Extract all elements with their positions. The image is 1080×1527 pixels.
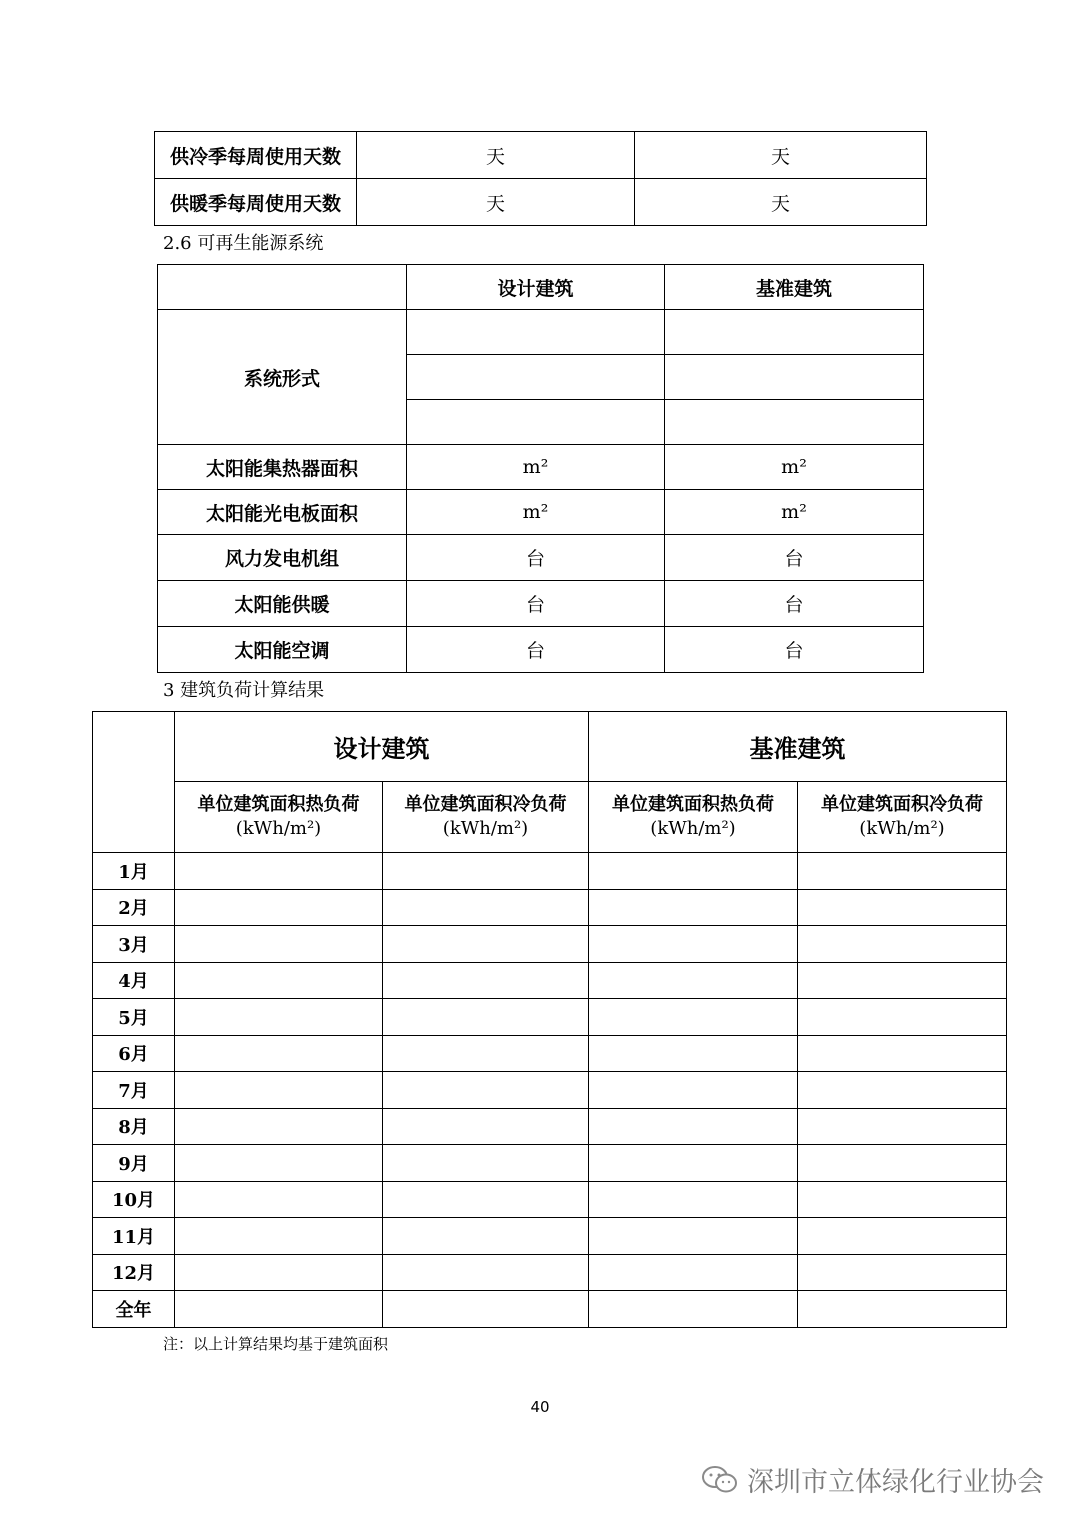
design-cell: 台 [407, 535, 665, 581]
system-form-label: 系统形式 [158, 310, 407, 445]
table-row [93, 1072, 1007, 1109]
month-label: 5月 [93, 999, 175, 1036]
subheader-design-cool: 单位建筑面积冷负荷 (kWh/m²) [383, 782, 589, 853]
value-cell [589, 1145, 798, 1182]
subheader-baseline-cool: 单位建筑面积冷负荷 (kWh/m²) [798, 782, 1007, 853]
table-subheader-row [93, 782, 1007, 853]
value-cell [589, 1072, 798, 1109]
value-cell [383, 1108, 589, 1145]
value-cell [589, 1291, 798, 1328]
baseline-cell: 台 [665, 535, 924, 581]
value-cell [798, 1254, 1007, 1291]
value-cell [798, 1035, 1007, 1072]
watermark [701, 1460, 1044, 1499]
month-label: 9月 [93, 1145, 175, 1182]
month-label: 3月 [93, 926, 175, 963]
month-label: 4月 [93, 962, 175, 999]
value-cell [589, 1108, 798, 1145]
section-heading-3: 3 建筑负荷计算结果 [163, 680, 325, 701]
value-cell [175, 1181, 383, 1218]
baseline-cell [665, 400, 924, 445]
baseline-cell: m² [665, 490, 924, 535]
footnote: 注：以上计算结果均基于建筑面积 [163, 1335, 389, 1353]
table-row [155, 179, 927, 226]
value-cell [798, 926, 1007, 963]
month-label: 全年 [93, 1291, 175, 1328]
month-label: 1月 [93, 853, 175, 890]
value-cell [383, 999, 589, 1036]
value-cell [175, 926, 383, 963]
value-cell [589, 853, 798, 890]
value-cell [798, 1181, 1007, 1218]
value-cell [798, 1291, 1007, 1328]
value-cell [798, 853, 1007, 890]
value-cell [589, 1218, 798, 1255]
value-cell [383, 1181, 589, 1218]
design-cell [407, 355, 665, 400]
table-header-row [93, 712, 1007, 782]
month-label: 8月 [93, 1108, 175, 1145]
baseline-cell: 台 [665, 627, 924, 673]
value-cell [383, 962, 589, 999]
design-cell: m² [407, 445, 665, 490]
table-row [155, 132, 927, 179]
value-cell [383, 1072, 589, 1109]
value-cell [589, 889, 798, 926]
value-cell [798, 999, 1007, 1036]
table-row [158, 627, 924, 673]
month-label: 11月 [93, 1218, 175, 1255]
row-label: 太阳能空调 [158, 627, 407, 673]
value-cell [589, 1254, 798, 1291]
table-row [158, 445, 924, 490]
design-cell [407, 400, 665, 445]
header-baseline: 基准建筑 [665, 265, 924, 310]
table-row [158, 535, 924, 581]
baseline-cell: m² [665, 445, 924, 490]
value-cell [798, 962, 1007, 999]
month-label: 2月 [93, 889, 175, 926]
table-row [93, 1181, 1007, 1218]
header-design: 设计建筑 [407, 265, 665, 310]
value-cell [589, 962, 798, 999]
value-cell [383, 1291, 589, 1328]
month-label: 12月 [93, 1254, 175, 1291]
baseline-cell: 天 [635, 132, 927, 179]
table-row [93, 1218, 1007, 1255]
month-label: 6月 [93, 1035, 175, 1072]
value-cell [798, 889, 1007, 926]
design-cell: m² [407, 490, 665, 535]
value-cell [798, 1145, 1007, 1182]
row-label: 太阳能供暖 [158, 581, 407, 627]
section-heading-2-6: 2.6 可再生能源系统 [163, 233, 324, 254]
table-row [93, 962, 1007, 999]
table-row [93, 1108, 1007, 1145]
row-label: 风力发电机组 [158, 535, 407, 581]
subheader-design-heat: 单位建筑面积热负荷 (kWh/m²) [175, 782, 383, 853]
value-cell [589, 926, 798, 963]
value-cell [383, 926, 589, 963]
row-label: 供暖季每周使用天数 [155, 179, 357, 226]
table-row [158, 490, 924, 535]
value-cell [175, 1035, 383, 1072]
table-row [158, 310, 924, 355]
table-row [93, 999, 1007, 1036]
baseline-cell: 台 [665, 581, 924, 627]
design-cell: 台 [407, 627, 665, 673]
value-cell [383, 1145, 589, 1182]
table-row [93, 853, 1007, 890]
renewable-energy-table [157, 264, 924, 673]
subheader-baseline-heat: 单位建筑面积热负荷 (kWh/m²) [589, 782, 798, 853]
table-row [158, 581, 924, 627]
load-results-table [92, 711, 1007, 1328]
value-cell [175, 1254, 383, 1291]
row-label: 太阳能集热器面积 [158, 445, 407, 490]
empty-header-cell [93, 712, 175, 853]
value-cell [175, 853, 383, 890]
usage-days-table [154, 131, 927, 226]
value-cell [383, 853, 589, 890]
table-row [93, 926, 1007, 963]
row-label: 太阳能光电板面积 [158, 490, 407, 535]
header-design: 设计建筑 [175, 712, 589, 782]
header-baseline: 基准建筑 [589, 712, 1007, 782]
value-cell [798, 1218, 1007, 1255]
design-cell [407, 310, 665, 355]
value-cell [175, 1072, 383, 1109]
baseline-cell [665, 310, 924, 355]
empty-header-cell [158, 265, 407, 310]
value-cell [175, 1108, 383, 1145]
value-cell [589, 1181, 798, 1218]
table-row [93, 889, 1007, 926]
value-cell [175, 889, 383, 926]
wechat-icon [701, 1465, 739, 1495]
value-cell [175, 1218, 383, 1255]
value-cell [589, 1035, 798, 1072]
month-label: 7月 [93, 1072, 175, 1109]
page-number: 40 [530, 1398, 550, 1416]
value-cell [175, 1291, 383, 1328]
month-label: 10月 [93, 1181, 175, 1218]
value-cell [383, 1254, 589, 1291]
table-row [93, 1291, 1007, 1328]
value-cell [798, 1072, 1007, 1109]
value-cell [383, 1218, 589, 1255]
month-rows [93, 853, 1007, 1328]
table-row [93, 1145, 1007, 1182]
baseline-cell: 天 [635, 179, 927, 226]
table-header-row [158, 265, 924, 310]
value-cell [175, 962, 383, 999]
design-cell: 天 [357, 179, 635, 226]
row-label: 供冷季每周使用天数 [155, 132, 357, 179]
value-cell [383, 1035, 589, 1072]
table-row [93, 1254, 1007, 1291]
design-cell: 天 [357, 132, 635, 179]
design-cell: 台 [407, 581, 665, 627]
value-cell [175, 1145, 383, 1182]
value-cell [175, 999, 383, 1036]
baseline-cell [665, 355, 924, 400]
value-cell [383, 889, 589, 926]
watermark-text: 深圳市立体绿化行业协会 [747, 1467, 1044, 1498]
value-cell [798, 1108, 1007, 1145]
table-row [93, 1035, 1007, 1072]
value-cell [589, 999, 798, 1036]
